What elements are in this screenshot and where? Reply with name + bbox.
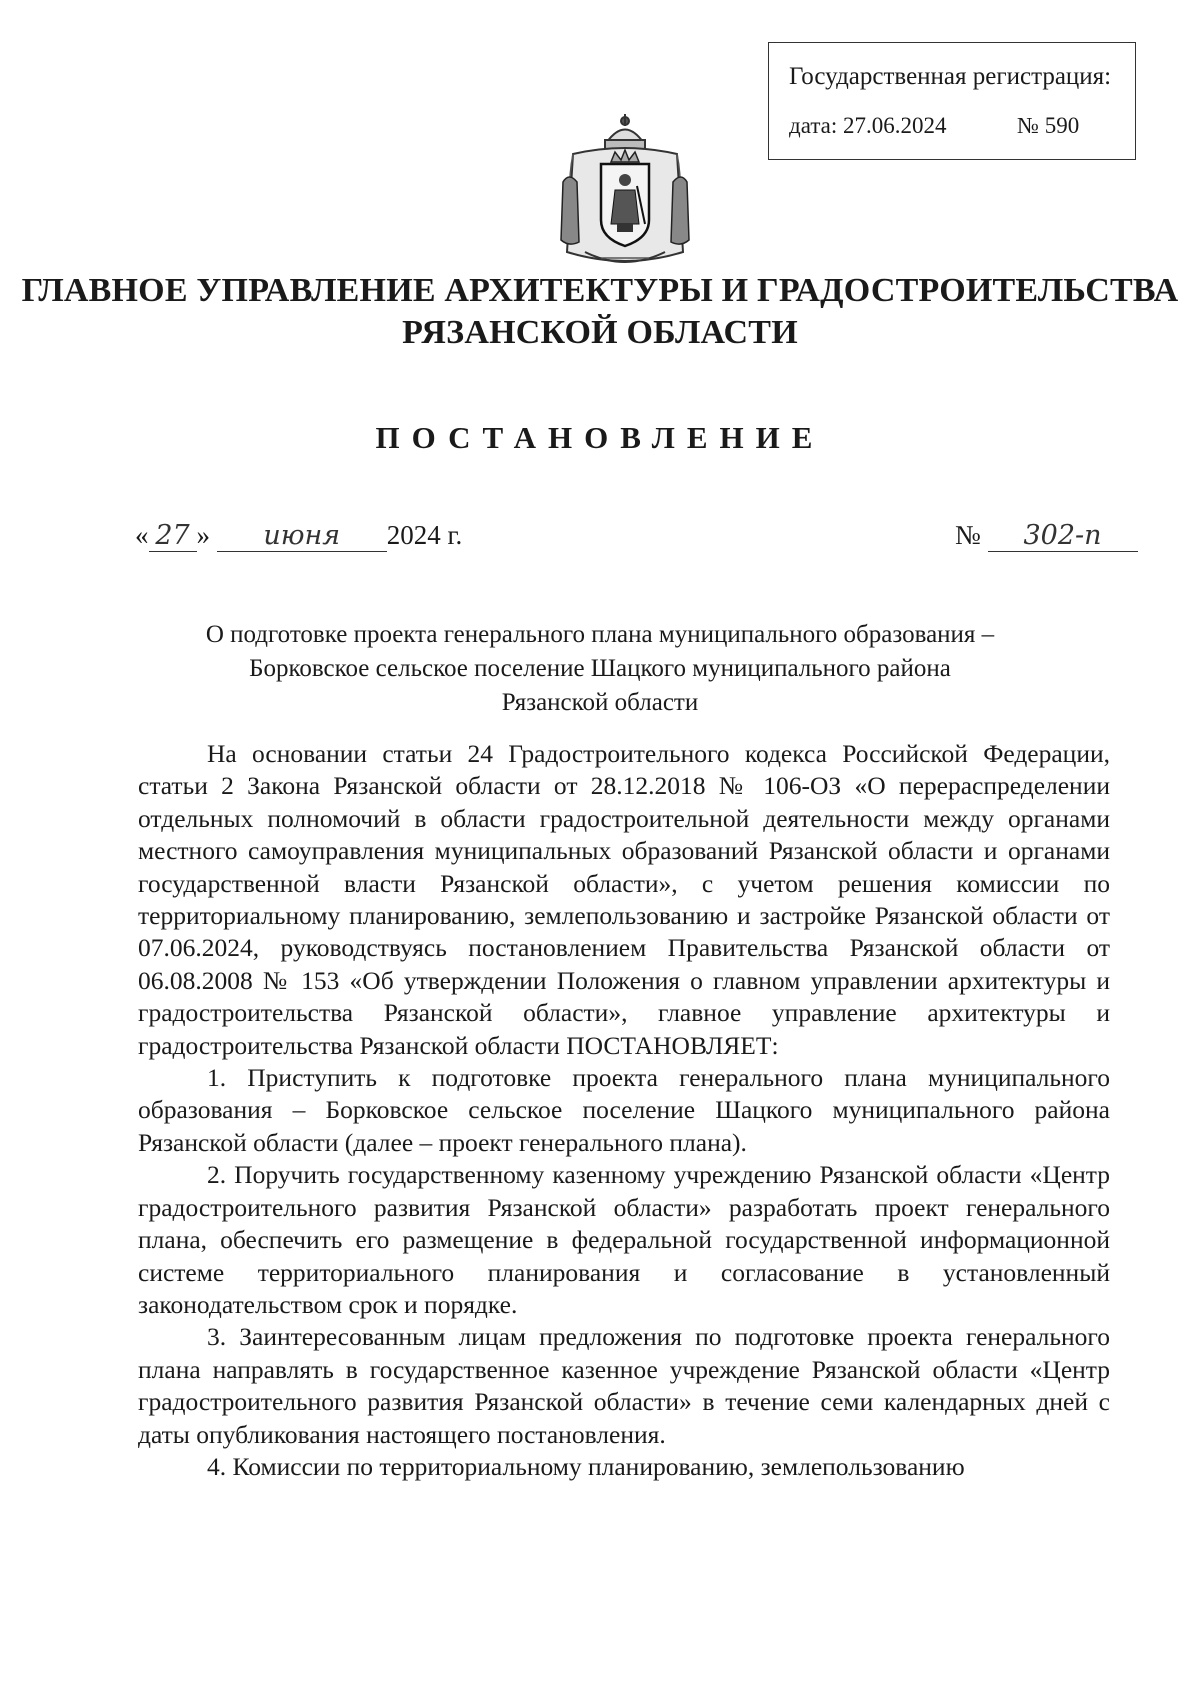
item-1-paragraph: 1. Приступить к подготовке проекта генерального плана муниципального образования – Борковское сельское поселение Шацкого муниципального района Рязанской области (далее – проект генерального плана).	[138, 1063, 1110, 1157]
registration-stamp	[768, 42, 1136, 160]
item-2-paragraph: 2. Поручить государственному казенному учреждению Рязанской области «Центр градостроительного развития Рязанской области» разработать проект генерального плана, обеспечить его размещение в федеральной государственной информационной системе территориального планирования и согласование в установленный законодательством срок и порядке.	[138, 1160, 1110, 1319]
registration-number: № 590	[1017, 113, 1080, 138]
item-3-paragraph: 3. Заинтересованным лицам предложения по подготовке проекта генерального плана направлять в государственное казенное учреждение Рязанской области «Центр градостроительного развития Рязанской области» в течение семи календарных дней с даты опубликования настоящего постановления.	[138, 1322, 1110, 1449]
subject-line3: Рязанской области	[501, 689, 699, 716]
number-prefix: №	[955, 520, 981, 550]
item-4-paragraph: 4. Комиссии по территориальному планированию, землепользованию	[207, 1451, 965, 1481]
coat-of-arms-ryazan-icon	[555, 112, 695, 272]
document-type: ПОСТАНОВЛЕНИЕ	[375, 420, 825, 455]
document-subject	[0, 618, 1200, 720]
date-year: 2024 г.	[386, 520, 463, 550]
subject-line2: Борковское сельское поселение Шацкого муниципального района	[249, 655, 951, 682]
number-handwritten: 302-п	[988, 521, 1138, 552]
preamble-paragraph: На основании статьи 24 Градостроительного кодекса Российской Федерации, статьи 2 Закона Рязанской области от 28.12.2018 № 106-ОЗ «О перераспределении отдельных полномочий в области градостроительной деятельности между органами местного самоуправления муниципальных образований Рязанской области и органами государственной власти Рязанской области», с учетом решения комиссии по территориальному планированию, землепользованию и застройке Рязанской области от 07.06.2024, руководствуясь постановлением Правительства Рязанской области от 06.08.2008 № 153 «Об утверждении Положения о главном управлении архитектуры и градостроительства Рязанской области», главное управление архитектуры и градостроительства Рязанской области ПОСТАНОВЛЯЕТ:	[138, 739, 1110, 1060]
date-close-quote: »	[196, 520, 210, 550]
organization-title-line1: ГЛАВНОЕ УПРАВЛЕНИЕ АРХИТЕКТУРЫ И ГРАДОСТРОИТЕЛЬСТВА	[21, 272, 1179, 309]
document-number	[955, 520, 1138, 552]
registration-title: Государственная регистрация:	[789, 63, 1112, 90]
registration-date: дата: 27.06.2024	[789, 113, 947, 138]
subject-line1: О подготовке проекта генерального плана муниципального образования –	[205, 621, 995, 648]
date-day-handwritten: 27	[149, 521, 197, 552]
document-date	[135, 520, 462, 552]
organization-title-line2: РЯЗАНСКОЙ ОБЛАСТИ	[402, 314, 798, 351]
date-month-handwritten: июня	[217, 521, 387, 552]
date-open-quote: «	[135, 520, 149, 550]
document-body	[138, 738, 1110, 1483]
